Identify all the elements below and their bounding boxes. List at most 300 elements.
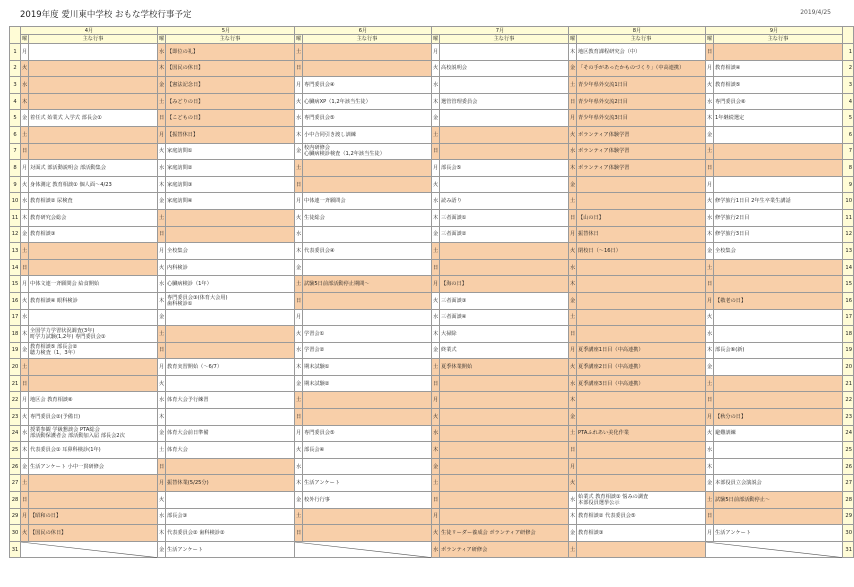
- event-cell: 代表委員会② 歯科検診②: [166, 525, 295, 542]
- events-header: 主な行事: [714, 35, 843, 44]
- day-row: [10, 326, 854, 343]
- event-cell: 生活アンケート 小中一貫研修会: [29, 458, 158, 475]
- events-header: 主な行事: [29, 35, 158, 44]
- event-cell: 終業式: [440, 342, 569, 359]
- event-cell: 生徒リーダー養成会 ボランティア研修会: [440, 525, 569, 542]
- weekday-cell: 月: [706, 176, 714, 193]
- event-cell: 生活アンケート: [303, 475, 432, 492]
- weekday-cell: 金: [432, 458, 440, 475]
- weekday-cell: 日: [158, 458, 166, 475]
- event-cell: 部長会⑤: [440, 160, 569, 177]
- weekday-cell: 木: [706, 342, 714, 359]
- event-cell: 専門委員会⑥: [714, 93, 843, 110]
- weekday-cell: 火: [21, 525, 29, 542]
- weekday-cell: 木: [432, 93, 440, 110]
- event-line: 心臓病検診検査（1,2年該当生徒）: [304, 151, 385, 158]
- event-cell: 家庭訪問④: [166, 193, 295, 210]
- weekday-cell: 水: [295, 342, 303, 359]
- event-cell: [714, 442, 843, 459]
- weekday-cell: 金: [21, 110, 29, 127]
- day-number-right: 2: [843, 60, 854, 77]
- weekday-cell: 火: [706, 193, 714, 210]
- weekday-cell: 水: [706, 93, 714, 110]
- event-cell: 振替休業(5/25分): [166, 475, 295, 492]
- weekday-cell: 水: [295, 110, 303, 127]
- day-number-right: 14: [843, 259, 854, 276]
- event-cell: 中体文連一斉願問会 給食開始: [29, 276, 158, 293]
- event-line: 授業参観 学級懇談会 PTA総会: [30, 427, 100, 434]
- weekday-cell: 土: [569, 309, 577, 326]
- day-number-left: 25: [10, 442, 21, 459]
- event-cell: [577, 309, 706, 326]
- day-number-left: 29: [10, 508, 21, 525]
- weekday-cell: 火: [158, 492, 166, 509]
- weekday-cell: 月: [158, 243, 166, 260]
- weekday-cell: 月: [21, 160, 29, 177]
- event-cell: 高校説明会: [440, 60, 569, 77]
- corner-cell-right: [843, 27, 854, 44]
- weekday-cell: 日: [706, 44, 714, 61]
- event-cell: 教育相談③: [29, 226, 158, 243]
- day-row: [10, 193, 854, 210]
- event-cell: 【山の日】: [577, 209, 706, 226]
- event-cell: 代表委員会④: [303, 243, 432, 260]
- weekday-cell: 金: [158, 309, 166, 326]
- event-cell: 避難訓練: [714, 425, 843, 442]
- weekday-cell: 金: [158, 425, 166, 442]
- event-cell: 試験5日前部活動停止期間～: [303, 276, 432, 293]
- day-number-left: 30: [10, 525, 21, 542]
- event-cell: [714, 458, 843, 475]
- weekday-cell: 木: [158, 525, 166, 542]
- month-header: 6月: [295, 27, 432, 35]
- event-cell: [714, 44, 843, 61]
- weekday-cell: 木: [706, 110, 714, 127]
- event-cell: [166, 226, 295, 243]
- event-cell: 体育大会: [166, 442, 295, 459]
- event-cell: [577, 492, 706, 509]
- day-row: [10, 209, 854, 226]
- event-cell: [440, 77, 569, 94]
- weekday-cell: 火: [158, 259, 166, 276]
- weekday-cell: 金: [706, 126, 714, 143]
- day-row: [10, 44, 854, 61]
- event-cell: 【こどもの日】: [166, 110, 295, 127]
- event-line: 本部役員選挙公示: [578, 499, 620, 506]
- event-cell: 家庭訪問①: [166, 143, 295, 160]
- day-number-left: 24: [10, 425, 21, 442]
- weekday-cell: 木: [569, 44, 577, 61]
- day-row: [10, 475, 854, 492]
- weekday-cell: 月: [432, 508, 440, 525]
- event-cell: 家庭訪問②: [166, 160, 295, 177]
- event-cell: 修学旅行2日目: [714, 209, 843, 226]
- weekday-cell: 木: [158, 60, 166, 77]
- event-cell: 【みどりの日】: [166, 93, 295, 110]
- event-cell: 地区会 教育相談⑥: [29, 392, 158, 409]
- weekday-cell: 土: [21, 126, 29, 143]
- weekday-cell: 木: [295, 243, 303, 260]
- event-cell: [303, 309, 432, 326]
- weekday-cell: 土: [569, 193, 577, 210]
- weekday-cell: 月: [432, 160, 440, 177]
- weekday-cell: 土: [21, 243, 29, 260]
- event-cell: 学習会①: [303, 326, 432, 343]
- day-number-left: 8: [10, 160, 21, 177]
- weekday-cell: 水: [158, 508, 166, 525]
- weekday-cell: 土: [432, 243, 440, 260]
- day-row: [10, 458, 854, 475]
- event-cell: 大掃除: [440, 326, 569, 343]
- event-cell: 専門委員会⑤: [303, 425, 432, 442]
- weekday-cell: 木: [21, 442, 29, 459]
- event-cell: ボランティア体験学習: [577, 143, 706, 160]
- event-cell: [303, 176, 432, 193]
- weekday-cell: 火: [295, 442, 303, 459]
- event-cell: 「その手があったかものづくり」（中高連携）: [577, 60, 706, 77]
- event-cell: 身体測定 教育相談① 個人面～4/23: [29, 176, 158, 193]
- day-number-left: 12: [10, 226, 21, 243]
- weekday-cell: 木: [432, 442, 440, 459]
- event-cell: [577, 176, 706, 193]
- weekday-cell: 木: [706, 458, 714, 475]
- event-cell: [29, 243, 158, 260]
- event-cell: 体育大会前日準備: [166, 425, 295, 442]
- day-number-left: 6: [10, 126, 21, 143]
- event-cell: [303, 226, 432, 243]
- weekday-cell: 水: [706, 326, 714, 343]
- weekday-cell: 水: [569, 143, 577, 160]
- weekday-cell: 月: [706, 292, 714, 309]
- weekday-cell: 月: [569, 110, 577, 127]
- day-number-left: 27: [10, 475, 21, 492]
- weekday-cell: 土: [21, 475, 29, 492]
- event-cell: [440, 375, 569, 392]
- event-cell: [440, 442, 569, 459]
- event-cell: [714, 176, 843, 193]
- event-cell: [303, 409, 432, 426]
- event-cell: [440, 475, 569, 492]
- event-cell: 1年継続選定: [714, 110, 843, 127]
- day-number-left: 19: [10, 342, 21, 359]
- event-cell: [29, 375, 158, 392]
- event-cell: ボランティア研修会: [440, 541, 569, 558]
- weekday-cell: 月: [158, 475, 166, 492]
- dow-header: 曜: [570, 36, 576, 42]
- event-cell: [29, 126, 158, 143]
- event-cell: 【敬老の日】: [714, 292, 843, 309]
- event-cell: ボランティア体験学習: [577, 160, 706, 177]
- day-row: [10, 342, 854, 359]
- weekday-cell: 木: [295, 359, 303, 376]
- event-cell: [440, 425, 569, 442]
- day-number-right: 18: [843, 326, 854, 343]
- event-cell: 生徒総会: [303, 209, 432, 226]
- event-cell: [714, 326, 843, 343]
- event-cell: [29, 309, 158, 326]
- month-header-row: [10, 27, 854, 35]
- weekday-cell: 金: [21, 226, 29, 243]
- event-cell: [29, 259, 158, 276]
- month-header: 7月: [432, 27, 569, 35]
- weekday-cell: 金: [295, 143, 303, 160]
- day-number-left: 9: [10, 176, 21, 193]
- day-number-right: 9: [843, 176, 854, 193]
- weekday-cell: 月: [21, 508, 29, 525]
- event-cell: [303, 160, 432, 177]
- event-cell: 【昭和の日】: [29, 508, 158, 525]
- day-number-right: 25: [843, 442, 854, 459]
- event-cell: 代表委員会① 耳鼻科検診(1年): [29, 442, 158, 459]
- weekday-cell: 日: [569, 442, 577, 459]
- weekday-cell: 月: [158, 359, 166, 376]
- day-number-right: 27: [843, 475, 854, 492]
- weekday-cell: 土: [295, 276, 303, 293]
- weekday-cell: 木: [432, 326, 440, 343]
- weekday-cell: 木: [158, 292, 166, 309]
- weekday-cell: 日: [21, 143, 29, 160]
- day-row: [10, 375, 854, 392]
- day-row: [10, 309, 854, 326]
- weekday-cell: 月: [706, 409, 714, 426]
- weekday-cell: 土: [295, 392, 303, 409]
- weekday-cell: 水: [569, 375, 577, 392]
- event-cell: [714, 508, 843, 525]
- event-cell: [440, 458, 569, 475]
- event-line: 聴力検査（1，3年）: [30, 350, 79, 357]
- weekday-cell: 水: [158, 44, 166, 61]
- day-number-left: 10: [10, 193, 21, 210]
- event-cell: [577, 276, 706, 293]
- day-number-right: 24: [843, 425, 854, 442]
- month-header: 8月: [569, 27, 706, 35]
- weekday-cell: 水: [432, 309, 440, 326]
- event-cell: [166, 375, 295, 392]
- day-row: [10, 259, 854, 276]
- weekday-cell: 日: [158, 110, 166, 127]
- event-cell: 教育実習開始（～6/7）: [166, 359, 295, 376]
- weekday-cell: 日: [295, 176, 303, 193]
- event-cell: [166, 492, 295, 509]
- weekday-cell: 水: [706, 442, 714, 459]
- event-cell: 地区教育課程研究会（中）: [577, 44, 706, 61]
- day-number-right: 30: [843, 525, 854, 542]
- weekday-cell: 水: [21, 193, 29, 210]
- month-header: 4月: [21, 27, 158, 35]
- event-cell: [303, 392, 432, 409]
- day-number-left: 4: [10, 93, 21, 110]
- event-cell: 教育相談③: [577, 525, 706, 542]
- weekday-cell: 月: [432, 44, 440, 61]
- event-cell: 振替休日: [577, 226, 706, 243]
- event-cell: [440, 126, 569, 143]
- weekday-cell: 日: [21, 375, 29, 392]
- weekday-cell: 火: [706, 77, 714, 94]
- event-cell: [166, 458, 295, 475]
- day-number-left: 1: [10, 44, 21, 61]
- weekday-cell: 日: [295, 525, 303, 542]
- event-cell: 夏季講座2日目（中高連携）: [577, 359, 706, 376]
- event-cell: 青少年県外交流1日目: [577, 77, 706, 94]
- day-row: [10, 176, 854, 193]
- day-number-right: 11: [843, 209, 854, 226]
- weekday-cell: 金: [569, 409, 577, 426]
- weekday-cell: 火: [295, 93, 303, 110]
- event-cell: [29, 93, 158, 110]
- event-cell: [303, 292, 432, 309]
- day-number-right: 28: [843, 492, 854, 509]
- weekday-cell: 日: [295, 60, 303, 77]
- weekday-cell: 日: [706, 508, 714, 525]
- event-cell: 【即位の礼】: [166, 44, 295, 61]
- weekday-cell: 日: [158, 342, 166, 359]
- weekday-cell: 土: [432, 359, 440, 376]
- weekday-cell: 火: [158, 143, 166, 160]
- event-cell: 中体連一斉願問会: [303, 193, 432, 210]
- day-number-right: 8: [843, 160, 854, 177]
- weekday-cell: 水: [569, 492, 577, 509]
- event-cell: 本部役員立会演説会: [714, 475, 843, 492]
- nonexistent-day-cell: [295, 541, 432, 558]
- weekday-cell: 月: [295, 77, 303, 94]
- weekday-cell: 月: [295, 309, 303, 326]
- event-cell: 期末試験①: [303, 359, 432, 376]
- day-number-right: 12: [843, 226, 854, 243]
- weekday-cell: 木: [569, 160, 577, 177]
- day-number-right: 29: [843, 508, 854, 525]
- weekday-cell: 火: [569, 359, 577, 376]
- event-cell: [29, 44, 158, 61]
- event-cell: [29, 342, 158, 359]
- weekday-cell: 金: [158, 541, 166, 558]
- event-cell: 専門委員会②(予備日): [29, 409, 158, 426]
- event-cell: 着任式 始業式 入学式 部長会①: [29, 110, 158, 127]
- event-cell: [440, 176, 569, 193]
- weekday-cell: 日: [295, 409, 303, 426]
- event-cell: 小中合同引き渡し訓練: [303, 126, 432, 143]
- weekday-cell: 金: [432, 342, 440, 359]
- event-cell: [577, 409, 706, 426]
- event-cell: 選管管理委員会: [440, 93, 569, 110]
- weekday-cell: 日: [706, 392, 714, 409]
- day-number-right: 5: [843, 110, 854, 127]
- event-cell: [29, 77, 158, 94]
- dow-header: 曜: [22, 36, 28, 42]
- corner-cell-left: [10, 27, 21, 44]
- weekday-cell: 日: [569, 209, 577, 226]
- weekday-cell: 金: [432, 110, 440, 127]
- weekday-cell: 土: [158, 442, 166, 459]
- event-cell: [440, 143, 569, 160]
- weekday-cell: 日: [158, 226, 166, 243]
- event-cell: 期末試験②: [303, 375, 432, 392]
- event-line: 始業式 教育相談① 悩みの調査: [578, 493, 649, 500]
- event-line: 校内研修会: [304, 145, 330, 152]
- weekday-cell: 月: [21, 392, 29, 409]
- weekday-cell: 水: [432, 193, 440, 210]
- day-row: [10, 77, 854, 94]
- schedule-body: [10, 44, 854, 558]
- day-row: [10, 226, 854, 243]
- event-cell: [714, 259, 843, 276]
- weekday-cell: 火: [21, 409, 29, 426]
- event-cell: 教育相談② 尿検査: [29, 193, 158, 210]
- event-cell: [440, 392, 569, 409]
- weekday-cell: 土: [158, 326, 166, 343]
- weekday-cell: 月: [21, 44, 29, 61]
- weekday-cell: 火: [569, 475, 577, 492]
- day-number-right: 10: [843, 193, 854, 210]
- events-header: 主な行事: [303, 35, 432, 44]
- event-cell: [166, 209, 295, 226]
- weekday-cell: 水: [21, 77, 29, 94]
- day-number-left: 21: [10, 375, 21, 392]
- event-cell: 学習会②: [303, 342, 432, 359]
- event-cell: [440, 492, 569, 509]
- weekday-cell: 日: [432, 259, 440, 276]
- weekday-cell: 土: [295, 44, 303, 61]
- event-cell: [166, 309, 295, 326]
- event-cell: [29, 143, 158, 160]
- weekday-cell: 金: [295, 492, 303, 509]
- weekday-cell: 火: [21, 292, 29, 309]
- weekday-cell: 木: [295, 126, 303, 143]
- event-cell: 修学旅行3日目: [714, 226, 843, 243]
- event-cell: 【国民の休日】: [166, 60, 295, 77]
- event-cell: 青少年県外交流3日目: [577, 110, 706, 127]
- event-cell: [166, 292, 295, 309]
- event-cell: 【海の日】: [440, 276, 569, 293]
- event-cell: 心臓病検診（1年）: [166, 276, 295, 293]
- weekday-cell: 月: [295, 193, 303, 210]
- event-cell: 生活アンケート: [166, 541, 295, 558]
- event-cell: [714, 359, 843, 376]
- event-cell: 部長会⑥(新): [714, 342, 843, 359]
- event-cell: 部長会④: [303, 442, 432, 459]
- event-cell: 教育相談④ 眼科検診: [29, 292, 158, 309]
- event-cell: [714, 143, 843, 160]
- day-number-left: 18: [10, 326, 21, 343]
- day-number-right: 23: [843, 409, 854, 426]
- month-header: 5月: [158, 27, 295, 35]
- event-cell: 三者面談②: [440, 226, 569, 243]
- event-cell: 【秋分の日】: [714, 409, 843, 426]
- event-cell: 教育相談④: [714, 60, 843, 77]
- events-header: 主な行事: [440, 35, 569, 44]
- weekday-cell: 木: [569, 508, 577, 525]
- day-number-left: 22: [10, 392, 21, 409]
- event-cell: [440, 110, 569, 127]
- event-cell: 修学旅行1日目 2年生卒業生講話: [714, 193, 843, 210]
- weekday-cell: 木: [432, 209, 440, 226]
- event-cell: [577, 326, 706, 343]
- day-number-right: 1: [843, 44, 854, 61]
- events-header: 主な行事: [166, 35, 295, 44]
- weekday-cell: 水: [21, 309, 29, 326]
- event-cell: [577, 259, 706, 276]
- weekday-cell: 日: [432, 143, 440, 160]
- page-header: [0, 0, 851, 22]
- event-cell: 専門委員会④: [303, 77, 432, 94]
- weekday-cell: 土: [158, 209, 166, 226]
- weekday-cell: 火: [432, 525, 440, 542]
- event-cell: [303, 44, 432, 61]
- weekday-cell: 土: [21, 359, 29, 376]
- weekday-cell: 金: [295, 375, 303, 392]
- event-cell: [166, 409, 295, 426]
- nonexistent-day-cell: [21, 541, 158, 558]
- day-number-left: 31: [10, 541, 21, 558]
